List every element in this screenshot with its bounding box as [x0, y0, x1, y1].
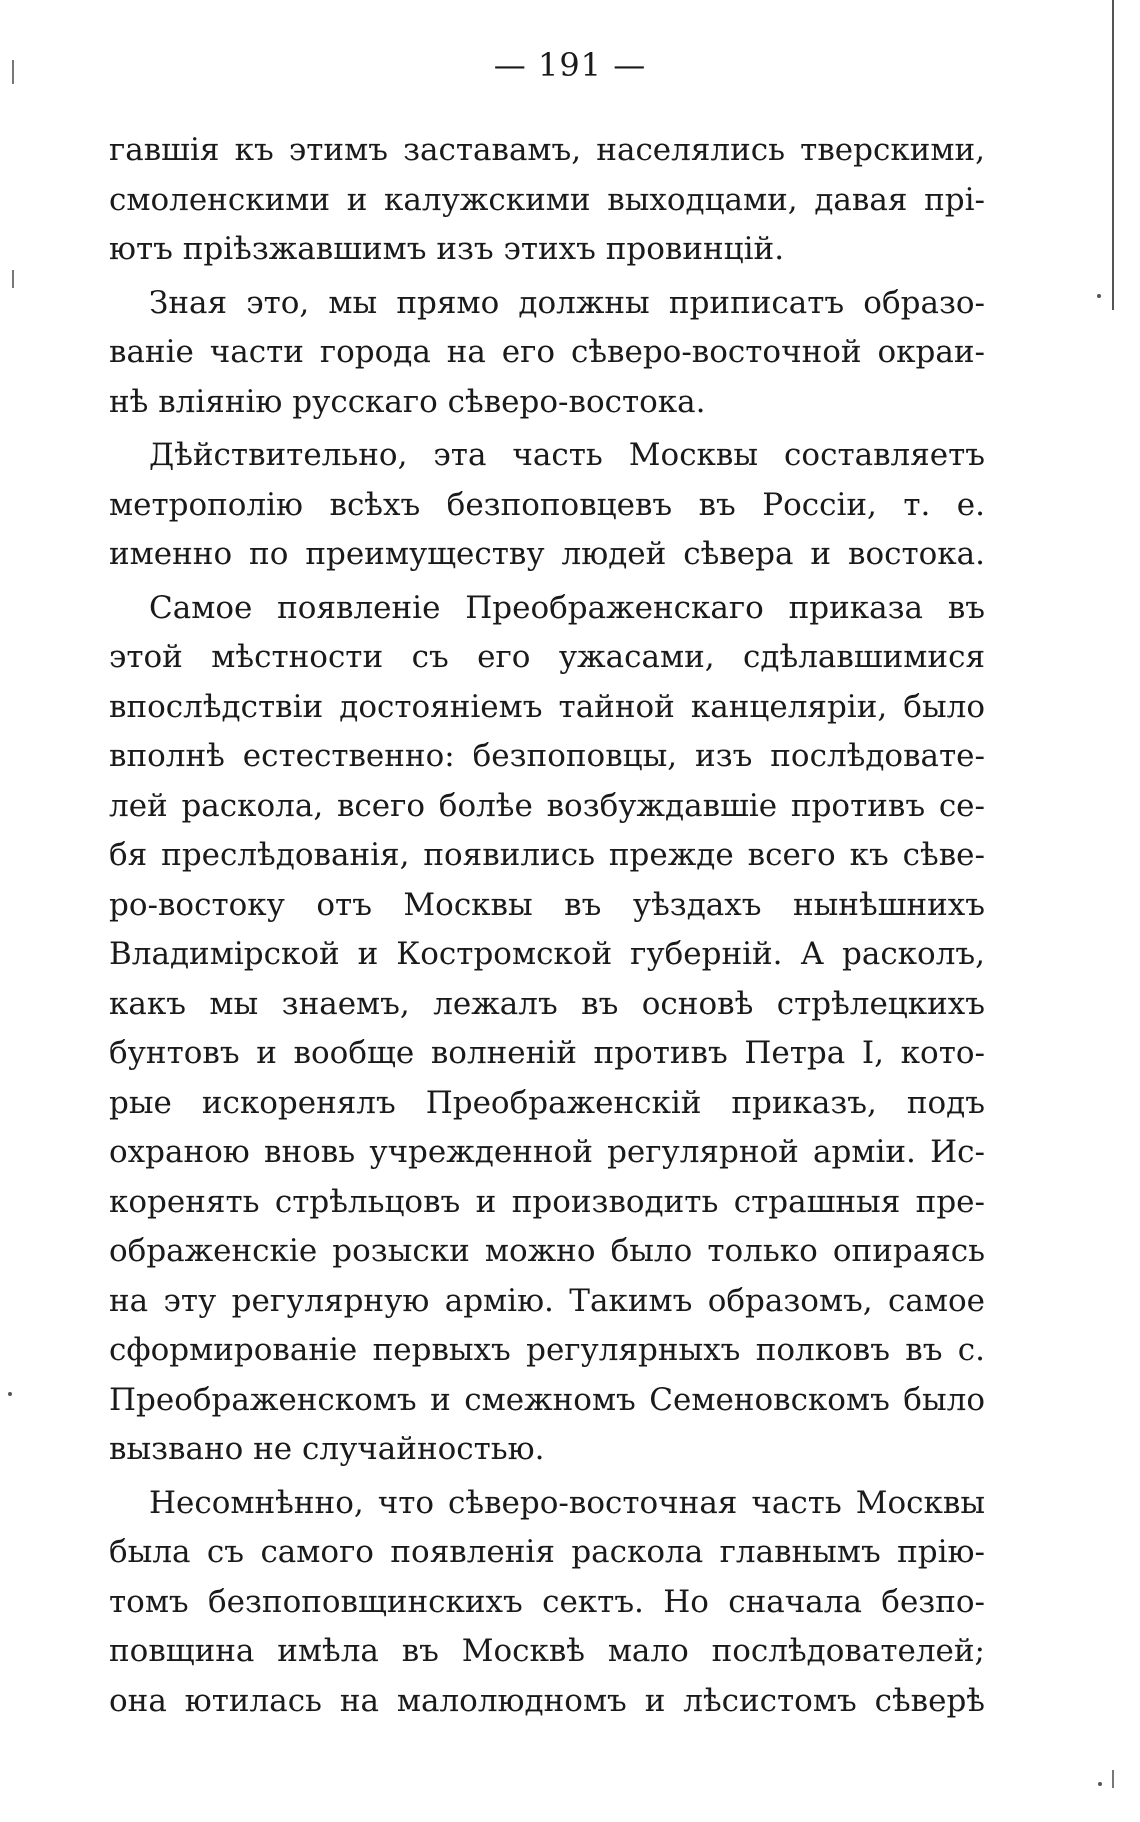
text-line: рые искоренялъ Преображенскій приказъ, подъ — [109, 1084, 985, 1121]
text-line: Владимірской и Костромской губерній. А расколъ, — [109, 936, 985, 972]
paragraph — [109, 279, 985, 428]
text-line: сформированіе первыхъ регулярныхъ полковъ въ с. — [109, 1332, 985, 1368]
text-line: она ютилась на малолюдномъ и лѣсистомъ сѣверѣ — [109, 1682, 985, 1719]
text-line: этой мѣстности съ его ужасами, сдѣлавшимися — [109, 639, 985, 675]
text-line: вполнѣ естественно: безпоповцы, изъ послѣдовате- — [109, 738, 985, 774]
paragraph — [109, 1479, 985, 1727]
text-line: гавшія къ этимъ заставамъ, населялись тверскими, — [109, 132, 985, 168]
text-line: коренять стрѣльцовъ и производить страшныя пре- — [109, 1183, 985, 1220]
scan-edge-mark — [1112, 1770, 1114, 1788]
text-line: бунтовъ и вообще волненій противъ Петра I, кото- — [109, 1035, 985, 1071]
text-line: нѣ вліянію русскаго сѣверо-востока. — [109, 383, 706, 420]
paragraph — [109, 126, 985, 275]
text-line: Самое появленіе Преображенскаго приказа въ — [149, 589, 985, 626]
text-line: Зная это, мы прямо должны приписатъ образо- — [149, 284, 985, 321]
paragraph — [109, 431, 985, 580]
scan-speck — [8, 1392, 12, 1396]
text-line: именно по преимуществу людей сѣвера и востока. — [109, 536, 985, 572]
text-line: охраною вновь учрежденной регулярной арміи. Ис- — [109, 1134, 985, 1170]
scan-edge-mark — [12, 270, 14, 288]
text-line: метрополію всѣхъ безпоповцевъ въ Россіи, т. е. — [109, 486, 985, 523]
text-line: томъ безпоповщинскихъ сектъ. Но сначала безпо- — [109, 1583, 985, 1620]
text-line: вызвано не случайностью. — [109, 1431, 545, 1467]
text-line: лей раскола, всего болѣе возбуждавшіе противъ се- — [109, 787, 985, 824]
text-line: была съ самого появленія раскола главнымъ прію- — [109, 1534, 985, 1570]
text-line: Несомнѣнно, что сѣверо-восточная часть Москвы — [149, 1484, 985, 1521]
text-line: бя преслѣдованія, появились прежде всего къ сѣве- — [109, 837, 985, 873]
text-line: смоленскими и калужскими выходцами, давая прі- — [109, 181, 985, 218]
page-number: — 191 — — [493, 46, 647, 84]
text-line: Преображенскомъ и смежномъ Семеновскомъ было — [109, 1381, 985, 1418]
body-text — [109, 126, 985, 1726]
text-line: ютъ пріѣзжавшимъ изъ этихъ провинцій. — [109, 231, 785, 267]
text-line: повщина имѣла въ Москвѣ мало послѣдователей; — [109, 1633, 985, 1669]
text-line: ображенскіе розыски можно было только опираясь — [109, 1233, 985, 1269]
text-line: ро-востоку отъ Москвы въ уѣздахъ нынѣшнихъ — [109, 886, 985, 923]
text-line: какъ мы знаемъ, лежалъ въ основѣ стрѣлецкихъ — [109, 985, 985, 1022]
text-line: ваніе части города на его сѣверо-восточной окраи- — [109, 334, 985, 370]
scan-speck — [1098, 1782, 1102, 1786]
text-line: Дѣйствительно, эта часть Москвы составляетъ — [149, 437, 985, 473]
text-line: на эту регулярную армію. Такимъ образомъ, самое — [109, 1282, 985, 1319]
scan-speck — [1097, 294, 1101, 298]
text-line: впослѣдствіи достояніемъ тайной канцеляріи, было — [109, 688, 985, 725]
paragraph — [109, 584, 985, 1475]
